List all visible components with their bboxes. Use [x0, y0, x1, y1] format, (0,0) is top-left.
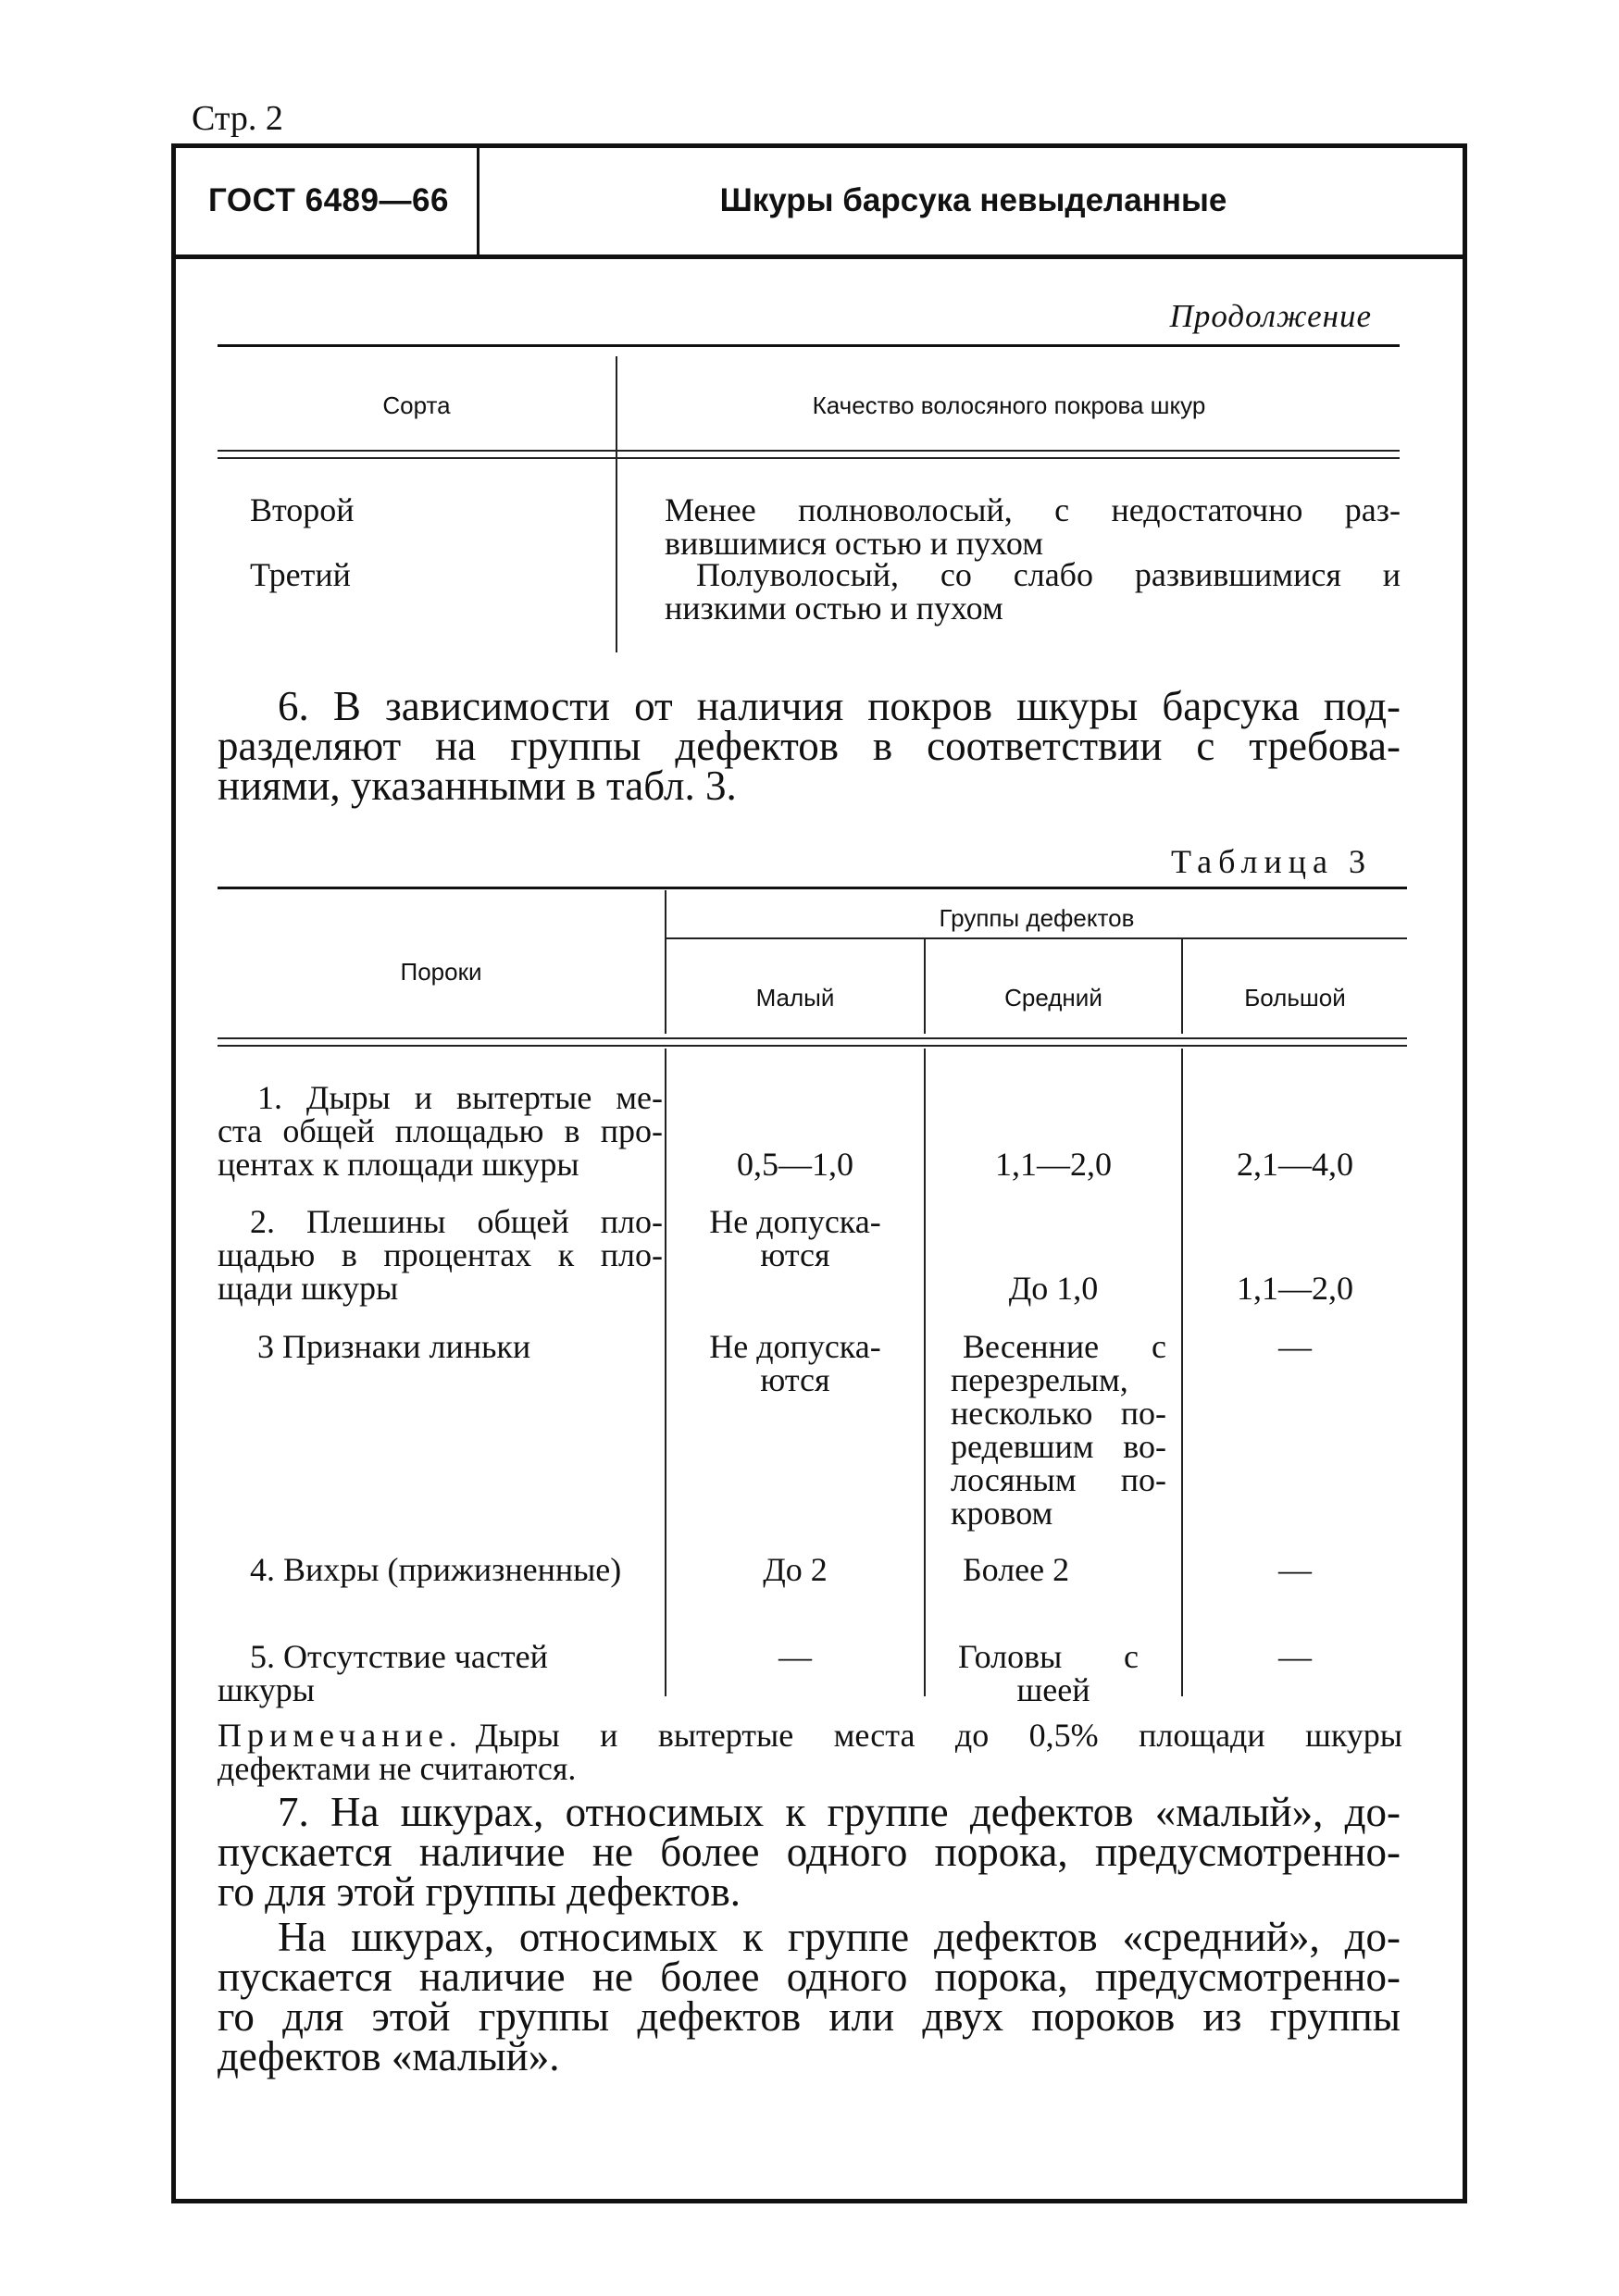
table3-row3-medium-line5: лосяным по- [951, 1461, 1166, 1498]
table3-row2-medium: До 1,0 [1008, 1270, 1099, 1307]
table2-quality-third-line1: Полуволосый, со слабо развившимися и [696, 556, 1401, 593]
table3-row3-medium-line1: Весенние с [963, 1328, 1166, 1365]
table3-row5-medium-line1: Головы с [958, 1638, 1139, 1675]
note-label: Примечание. [218, 1717, 463, 1754]
table3-row2-name-line3: щади шкуры [218, 1270, 399, 1307]
table3-row2-small-line1: Не допуска- [709, 1203, 881, 1240]
table3-row1-small: 0,5—1,0 [737, 1146, 853, 1183]
table3-body-divider-3 [1181, 1049, 1183, 1696]
table3-header-large: Большой [1244, 984, 1346, 1011]
table3-header-medium: Средний [1004, 984, 1102, 1011]
paragraph-8-line2: пускается наличие не более одного порока, предусмотренно- [218, 1954, 1401, 2000]
table3-row3-large: — [1278, 1328, 1312, 1365]
table3-row4-small: До 2 [763, 1551, 828, 1588]
note-line1: Дыры и вытертые места до 0,5% площади шкуры [475, 1717, 1402, 1754]
table3-note [218, 1719, 1402, 1752]
continuation-label: Продолжение [1169, 298, 1372, 334]
table3-row3-name: 3 Признаки линьки [257, 1328, 531, 1365]
document-title: Шкуры барсука невыделанные [719, 182, 1227, 218]
table3-row4-name: 4. Вихры (прижизненные) [250, 1551, 622, 1588]
table3-row4-medium: Более 2 [963, 1551, 1070, 1588]
table3-row1-name-line3: центах к площади шкуры [218, 1146, 579, 1183]
table3-row5-large: — [1278, 1638, 1312, 1675]
table3-row3-medium-line6: кровом [951, 1495, 1053, 1532]
table2-header-quality: Качество волосяного покрова шкур [812, 391, 1206, 419]
paragraph-7-line1: 7. На шкурах, относимых к группе дефектов «малый», до- [278, 1789, 1401, 1835]
page-number: Стр. 2 [192, 99, 283, 138]
table2-column-divider [616, 356, 617, 652]
table3-row1-name-line1: 1. Дыры и вытертые ме- [257, 1079, 663, 1116]
paragraph-7-line3: го для этой группы дефектов. [218, 1868, 741, 1915]
table2-grade-third: Третий [250, 556, 351, 593]
paragraph-6-line2: разделяют на группы дефектов в соответствии с требова- [218, 723, 1401, 769]
table3-top-rule [218, 887, 1407, 889]
table3-row5-medium-line2: шеей [1016, 1671, 1090, 1708]
table3-row4-large: — [1278, 1551, 1312, 1588]
table2-quality-third-line2: низкими остью и пухом [665, 590, 1003, 627]
paragraph-8-line3: го для этой группы дефектов или двух пороков из группы [218, 1993, 1401, 2040]
table3-row1-name-line2: ста общей площадью в про- [218, 1112, 663, 1149]
table2-quality-second-line2: вившимися остью и пухом [665, 525, 1044, 562]
table3-caption: Таблица 3 [1171, 843, 1372, 880]
table3-row5-name-line1: 5. Отсутствие частей [250, 1638, 548, 1675]
header-bottom-rule [171, 254, 1467, 259]
table3-row5-name-line2: шкуры [218, 1671, 315, 1708]
table3-header-rule-2 [218, 1045, 1407, 1047]
note-line2: дефектами не считаются. [218, 1750, 577, 1787]
table2-quality-second-line1: Менее полноволосый, с недостаточно раз- [665, 491, 1401, 528]
table3-row3-small-line2: ются [760, 1361, 830, 1398]
table3-header-rule-1 [218, 1037, 1407, 1039]
table2-header-rule-2 [218, 457, 1400, 459]
table3-row2-name-line2: щадью в процентах к пло- [218, 1236, 663, 1273]
table3-row2-large: 1,1—2,0 [1237, 1270, 1353, 1307]
table3-body-divider-2 [924, 1049, 926, 1696]
paragraph-8-line4: дефектов «малый». [218, 2033, 560, 2079]
table3-row2-name-line1: 2. Плешины общей пло- [250, 1203, 663, 1240]
table2-grade-second: Второй [250, 491, 355, 528]
table3-header-small: Малый [755, 984, 835, 1011]
table3-row1-large: 2,1—4,0 [1237, 1146, 1353, 1183]
table2-header-grades: Сорта [382, 391, 451, 419]
table2-header-rule-1 [218, 450, 1400, 452]
table3-row3-small-line1: Не допуска- [709, 1328, 881, 1365]
table3-row3-medium-line2: перезрелым, [951, 1361, 1128, 1398]
standard-code: ГОСТ 6489—66 [208, 182, 449, 218]
table3-header-defects: Пороки [400, 958, 482, 986]
table3-row5-small: — [778, 1638, 812, 1675]
paragraph-6-line3: ниями, указанными в табл. 3. [218, 763, 737, 809]
table3-row2-small-line2: ются [760, 1236, 830, 1273]
table3-groups-rule [666, 937, 1407, 939]
table2-top-rule [218, 344, 1400, 347]
table3-row3-medium-line4: редевшим во- [951, 1428, 1166, 1465]
paragraph-7-line2: пускается наличие не более одного порока, предусмотренно- [218, 1829, 1401, 1875]
table3-row1-medium: 1,1—2,0 [995, 1146, 1112, 1183]
paragraph-6-line1: 6. В зависимости от наличия покров шкуры барсука под- [278, 683, 1401, 729]
paragraph-8-line1: На шкурах, относимых к группе дефектов «средний», до- [278, 1914, 1401, 1960]
table3-row3-medium-line3: несколько по- [951, 1395, 1166, 1432]
table3-header-groups: Группы дефектов [939, 904, 1135, 932]
